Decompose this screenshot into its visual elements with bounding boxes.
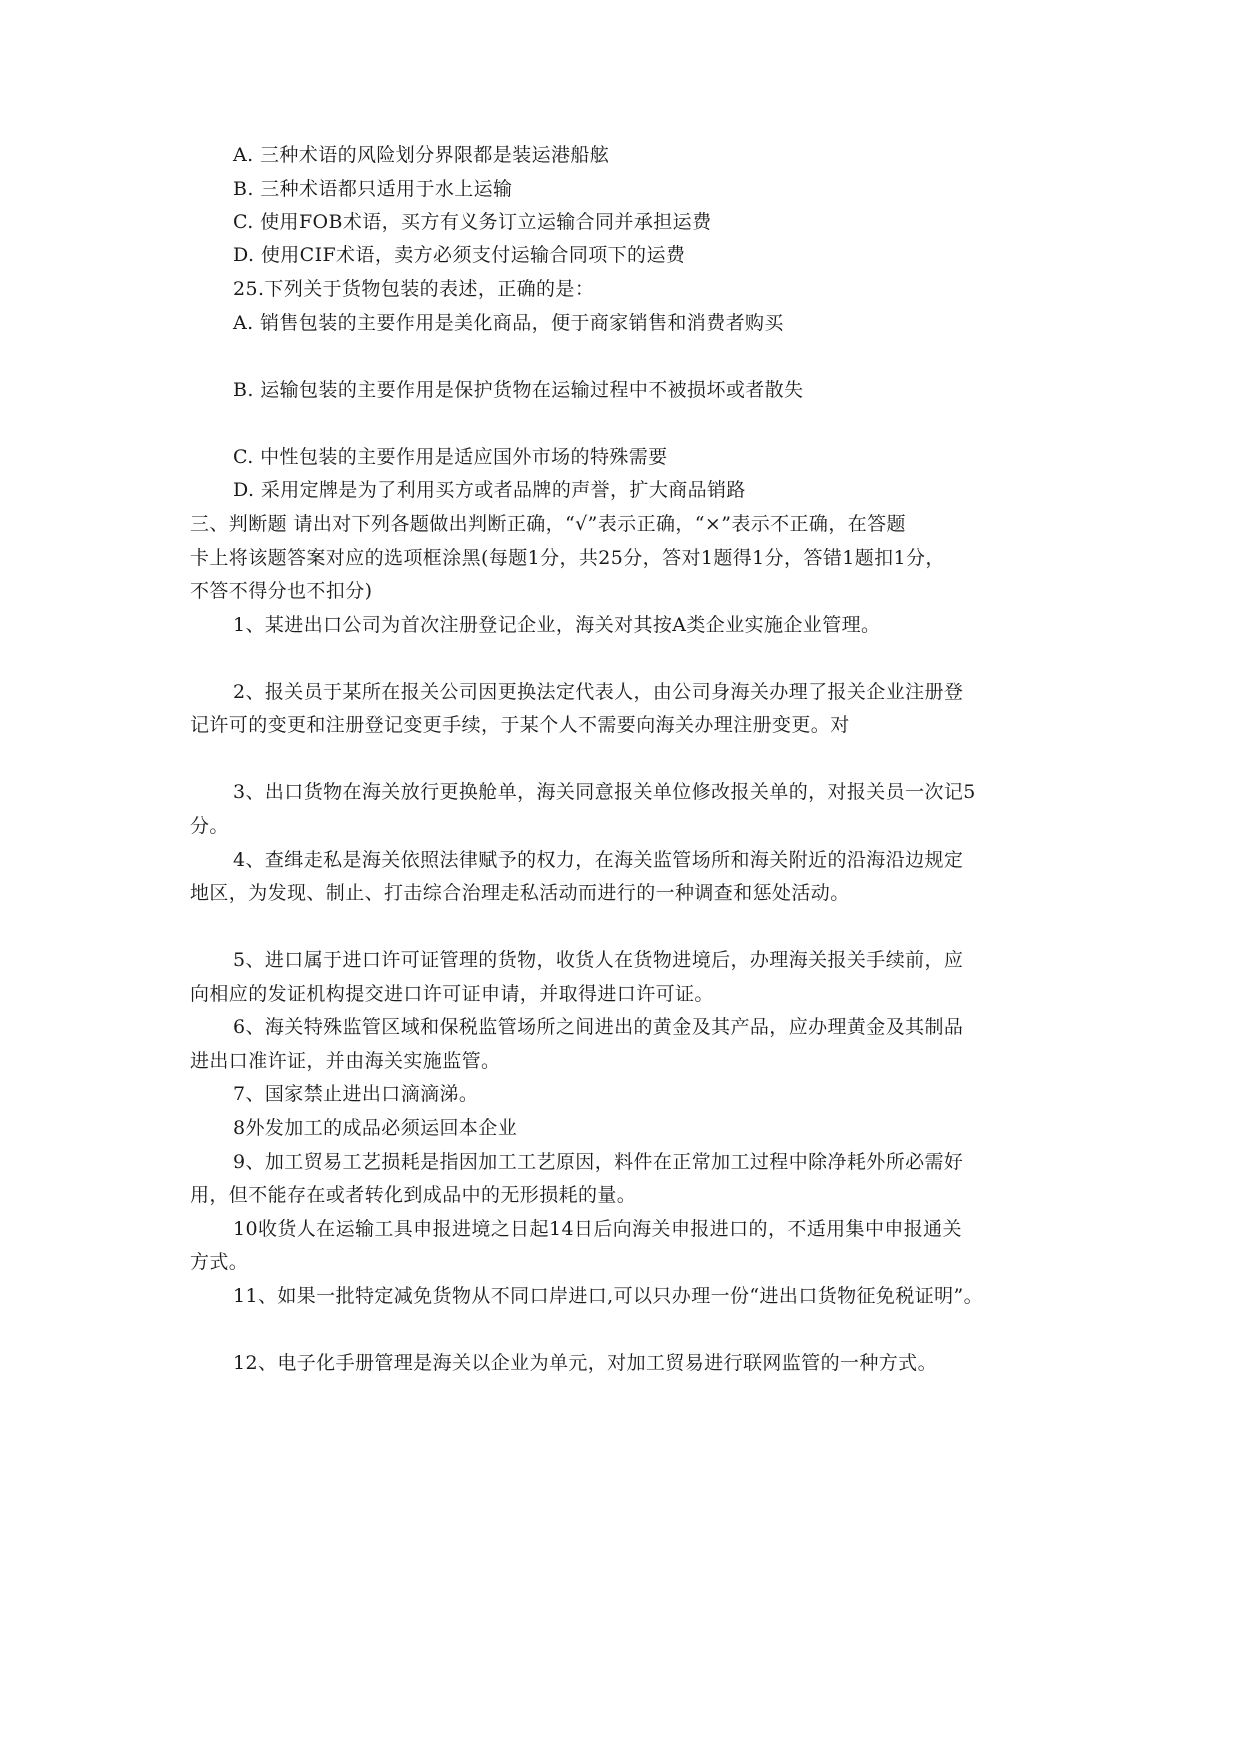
judgement-2-line1: 2、报关员于某所在报关公司因更换法定代表人，由公司身海关办理了报关企业注册登 <box>233 681 964 703</box>
judgement-8: 8外发加工的成品必须运回本企业 <box>233 1117 518 1139</box>
judgement-5-line2: 向相应的发证机构提交进口许可证申请，并取得进口许可证。 <box>190 983 714 1005</box>
judgement-11: 11、如果一批特定减免货物从不同口岸进口,可以只办理一份“进出口货物征免税证明”。 <box>233 1285 984 1307</box>
judgement-12: 12、电子化手册管理是海关以企业为单元，对加工贸易进行联网监管的一种方式。 <box>233 1352 937 1374</box>
option-25b: B. 运输包装的主要作用是保护货物在运输过程中不被损坏或者散失 <box>233 379 804 401</box>
option-24b: B. 三种术语都只适用于水上运输 <box>233 178 513 200</box>
option-25d: D. 采用定牌是为了利用买方或者品牌的声誉，扩大商品销路 <box>233 479 746 501</box>
judgement-4-line1: 4、查缉走私是海关依照法律赋予的权力，在海关监管场所和海关附近的沿海沿边规定 <box>233 849 964 871</box>
option-24d: D. 使用CIF术语，卖方必须支付运输合同项下的运费 <box>233 244 686 266</box>
option-24a: A. 三种术语的风险划分界限都是装运港船舷 <box>233 144 610 166</box>
section-3-instructions-line3: 不答不得分也不扣分) <box>190 580 373 602</box>
judgement-7: 7、国家禁止进出口滴滴涕。 <box>233 1083 479 1105</box>
judgement-6-line1: 6、海关特殊监管区域和保税监管场所之间进出的黄金及其产品，应办理黄金及其制品 <box>233 1016 964 1038</box>
option-25a: A. 销售包装的主要作用是美化商品，便于商家销售和消费者购买 <box>233 312 784 334</box>
option-25c: C. 中性包装的主要作用是适应国外市场的特殊需要 <box>233 446 668 468</box>
judgement-6-line2: 进出口准许证，并由海关实施监管。 <box>190 1050 501 1072</box>
judgement-1: 1、某进出口公司为首次注册登记企业，海关对其按A类企业实施企业管理。 <box>233 614 881 636</box>
judgement-9-line1: 9、加工贸易工艺损耗是指因加工工艺原因，料件在正常加工过程中除净耗外所必需好 <box>233 1151 964 1173</box>
question-25: 25.下列关于货物包装的表述，正确的是： <box>233 278 595 300</box>
judgement-3-line1: 3、出口货物在海关放行更换舱单，海关同意报关单位修改报关单的，对报关员一次记5 <box>233 781 976 803</box>
judgement-5-line1: 5、进口属于进口许可证管理的货物，收货人在货物进境后，办理海关报关手续前，应 <box>233 949 964 971</box>
section-3-heading: 三、判断题 请出对下列各题做出判断正确，“√”表示正确，“×”表示不正确，在答题 <box>190 513 906 535</box>
judgement-10-line2: 方式。 <box>190 1251 249 1273</box>
judgement-3-line2: 分。 <box>190 815 229 837</box>
judgement-9-line2: 用，但不能存在或者转化到成品中的无形损耗的量。 <box>190 1184 637 1206</box>
option-24c: C. 使用FOB术语，买方有义务订立运输合同并承担运费 <box>233 211 712 233</box>
judgement-4-line2: 地区，为发现、制止、打击综合治理走私活动而进行的一种调查和惩处活动。 <box>190 882 850 904</box>
judgement-2-line2: 记许可的变更和注册登记变更手续，于某个人不需要向海关办理注册变更。对 <box>190 714 850 736</box>
section-3-instructions-line2: 卡上将该题答案对应的选项框涂黑(每题1分，共25分，答对1题得1分，答错1题扣1分， <box>190 547 945 569</box>
judgement-10-line1: 10收货人在运输工具申报进境之日起14日后向海关申报进口的，不适用集中申报通关 <box>233 1218 962 1240</box>
